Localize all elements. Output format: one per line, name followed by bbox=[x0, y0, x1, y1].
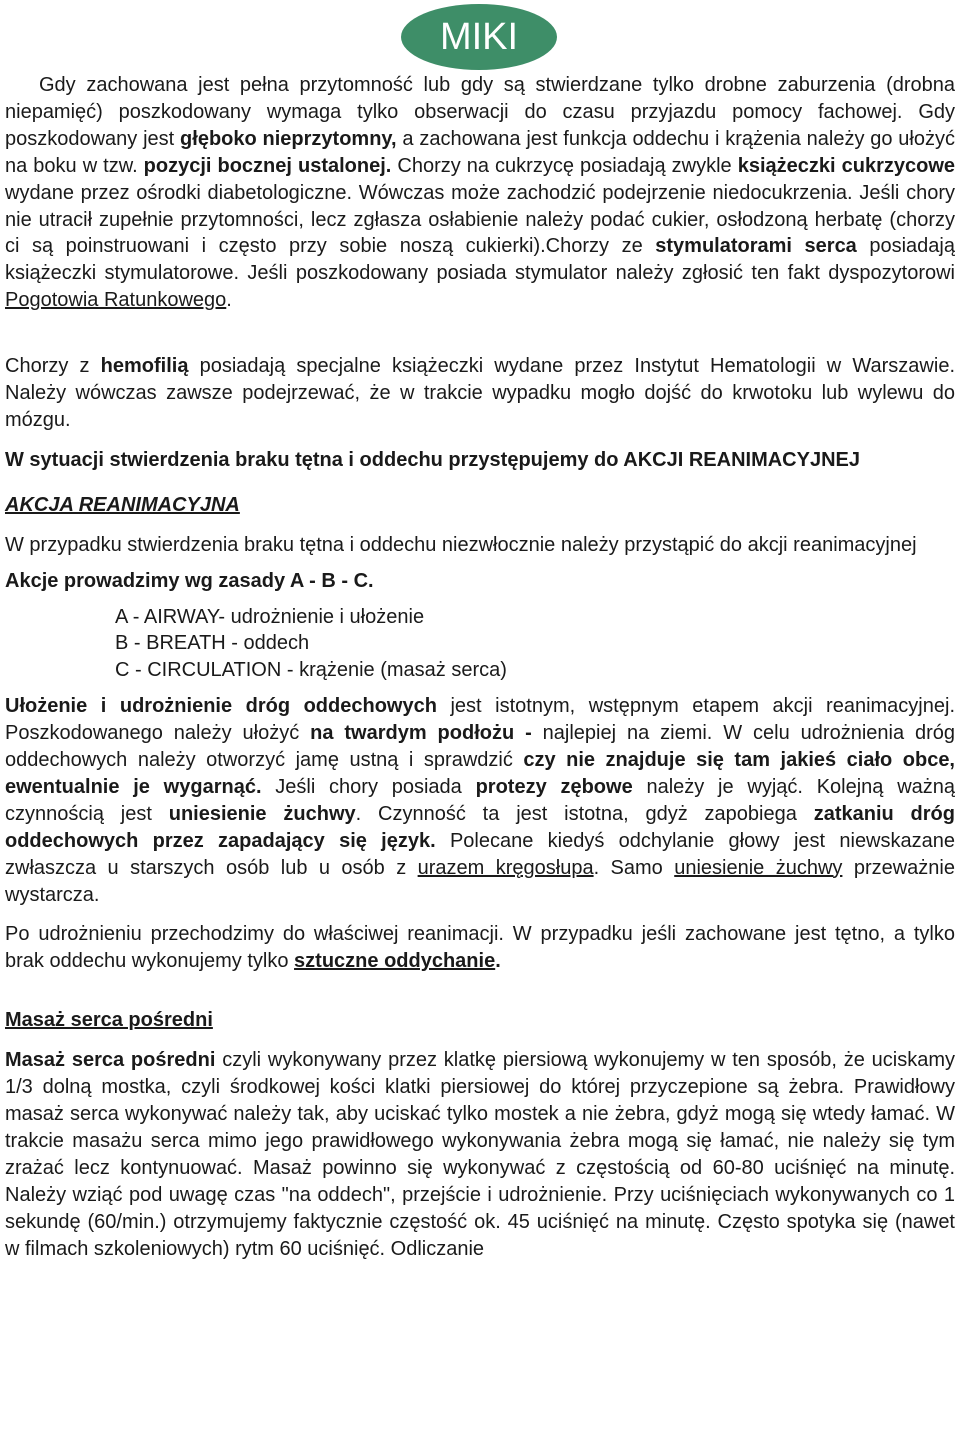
paragraph-resuscitation-intro: W przypadku stwierdzenia braku tętna i oddechu niezwłocznie należy przystąpić do akcji reanimacyjnej bbox=[5, 533, 917, 556]
miki-logo: MIKI bbox=[401, 4, 557, 70]
heading-heart-massage: Masaż serca pośredni bbox=[5, 1009, 213, 1032]
abc-list bbox=[5, 604, 955, 685]
paragraph-start-resuscitation: W sytuacji stwierdzenia braku tętna i oddechu przystępujemy do AKCJI REANIMACYJNEJ bbox=[5, 448, 860, 471]
heading-resuscitation: AKCJA REANIMACYJNA bbox=[5, 493, 240, 516]
document-body bbox=[5, 72, 955, 1262]
abc-item-b: B - BREATH - oddech bbox=[115, 632, 310, 655]
paragraph-artificial-breathing: Po udrożnieniu przechodzimy do właściwej reanimacji. W przypadku jeśli zachowane jest tętno, a tylko brak oddechu wykonujemy tylko sztuczne oddychanie. bbox=[5, 923, 955, 973]
paragraph-consciousness: Gdy zachowana jest pełna przytomność lub gdy są stwierdzane tylko drobne zaburzenia (drobna niepamięć) poszkodowany wymaga tylko obserwacji do czasu przyjazdu pomocy fachowej. Gdy poszkodowany jest głęboko nieprzytomny, a zachowana jest funkcja oddechu i krążenia należy go ułożyć na boku w tzw. pozycji bocznej ustalonej. Chorzy na cukrzycę posiadają zwykle książeczki cukrzycowe wydane przez ośrodki diabetologiczne. Wówczas może zachodzić podejrzenie niedocukrzenia. Jeśli chory nie utracił zupełnie przytomności, lecz zgłasza osłabienie należy podać cukier, osłodzoną herbatę (chorzy ci są poinstruowani i często przy sobie noszą cukierki).Chorzy ze stymulatorami serca posiadają książeczki stymulatorowe. Jeśli poszkodowany posiada stymulator należy zgłosić ten fakt dyspozytorowi Pogotowia Ratunkowego. bbox=[5, 74, 956, 312]
paragraph-hemophilia: Chorzy z hemofilią posiadają specjalne książeczki wydane przez Instytut Hematologii w Warszawie. Należy wówczas zawsze podejrzewać, że w trakcie wypadku mogło dojść do krwotoku lub wylewu do mózgu. bbox=[5, 355, 955, 431]
abc-item-c: C - CIRCULATION - krążenie (masaż serca) bbox=[115, 659, 507, 682]
paragraph-heart-massage: Masaż serca pośredni czyli wykonywany przez klatkę piersiową wykonujemy w ten sposób, że uciskamy 1/3 dolną mostka, czyli środkowej kości klatki piersiowej do której przyczepione są żebra. Prawidłowy masaż serca wykonywać należy tak, aby uciskać tylko mostek a nie żebra, gdyż mogą się wtedy łamać. W trakcie masażu serca mimo jego prawidłowego wykonywania żebra mogą się łamać, nie należy się tym zrażać lecz kontynuować. Masaż powinno się wykonywać z częstością od 60-80 uciśnięć na minutę. Należy wziąć pod uwagę czas "na oddech", przejście i udrożnienie. Przy uciśnięciach wykonywanych co 1 sekundę (60/min.) otrzymujemy faktycznie częstość ok. 45 uciśnięć na minutę. Często spotyka się (nawet w filmach szkoleniowych) rytm 60 uciśnięć. Odliczanie bbox=[5, 1049, 955, 1260]
emergency-service-link: Pogotowia Ratunkowego bbox=[5, 289, 227, 312]
abc-item-a: A - AIRWAY- udrożnienie i ułożenie bbox=[115, 605, 425, 628]
paragraph-abc-rule: Akcje prowadzimy wg zasady A - B - C. bbox=[5, 569, 374, 592]
paragraph-airway: Ułożenie i udrożnienie dróg oddechowych jest istotnym, wstępnym etapem akcji reanimacyjnej. Poszkodowanego należy ułożyć na twardym podłożu - najlepiej na ziemi. W celu udrożnienia dróg oddechowych należy otworzyć jamę ustną i sprawdzić czy nie znajduje się tam jakieś ciało obce, ewentualnie je wygarnąć. Jeśli chory posiada protezy zębowe należy je wyjąć. Kolejną ważną czynnością jest uniesienie żuchwy. Czynność ta jest istotna, gdyż zapobiega zatkaniu dróg oddechowych przez zapadający się język. Polecane kiedyś odchylanie głowy jest niewskazane zwłaszcza u starszych osób lub u osób z urazem kręgosłupa. Samo uniesienie żuchwy przeważnie wystarcza. bbox=[5, 695, 956, 906]
